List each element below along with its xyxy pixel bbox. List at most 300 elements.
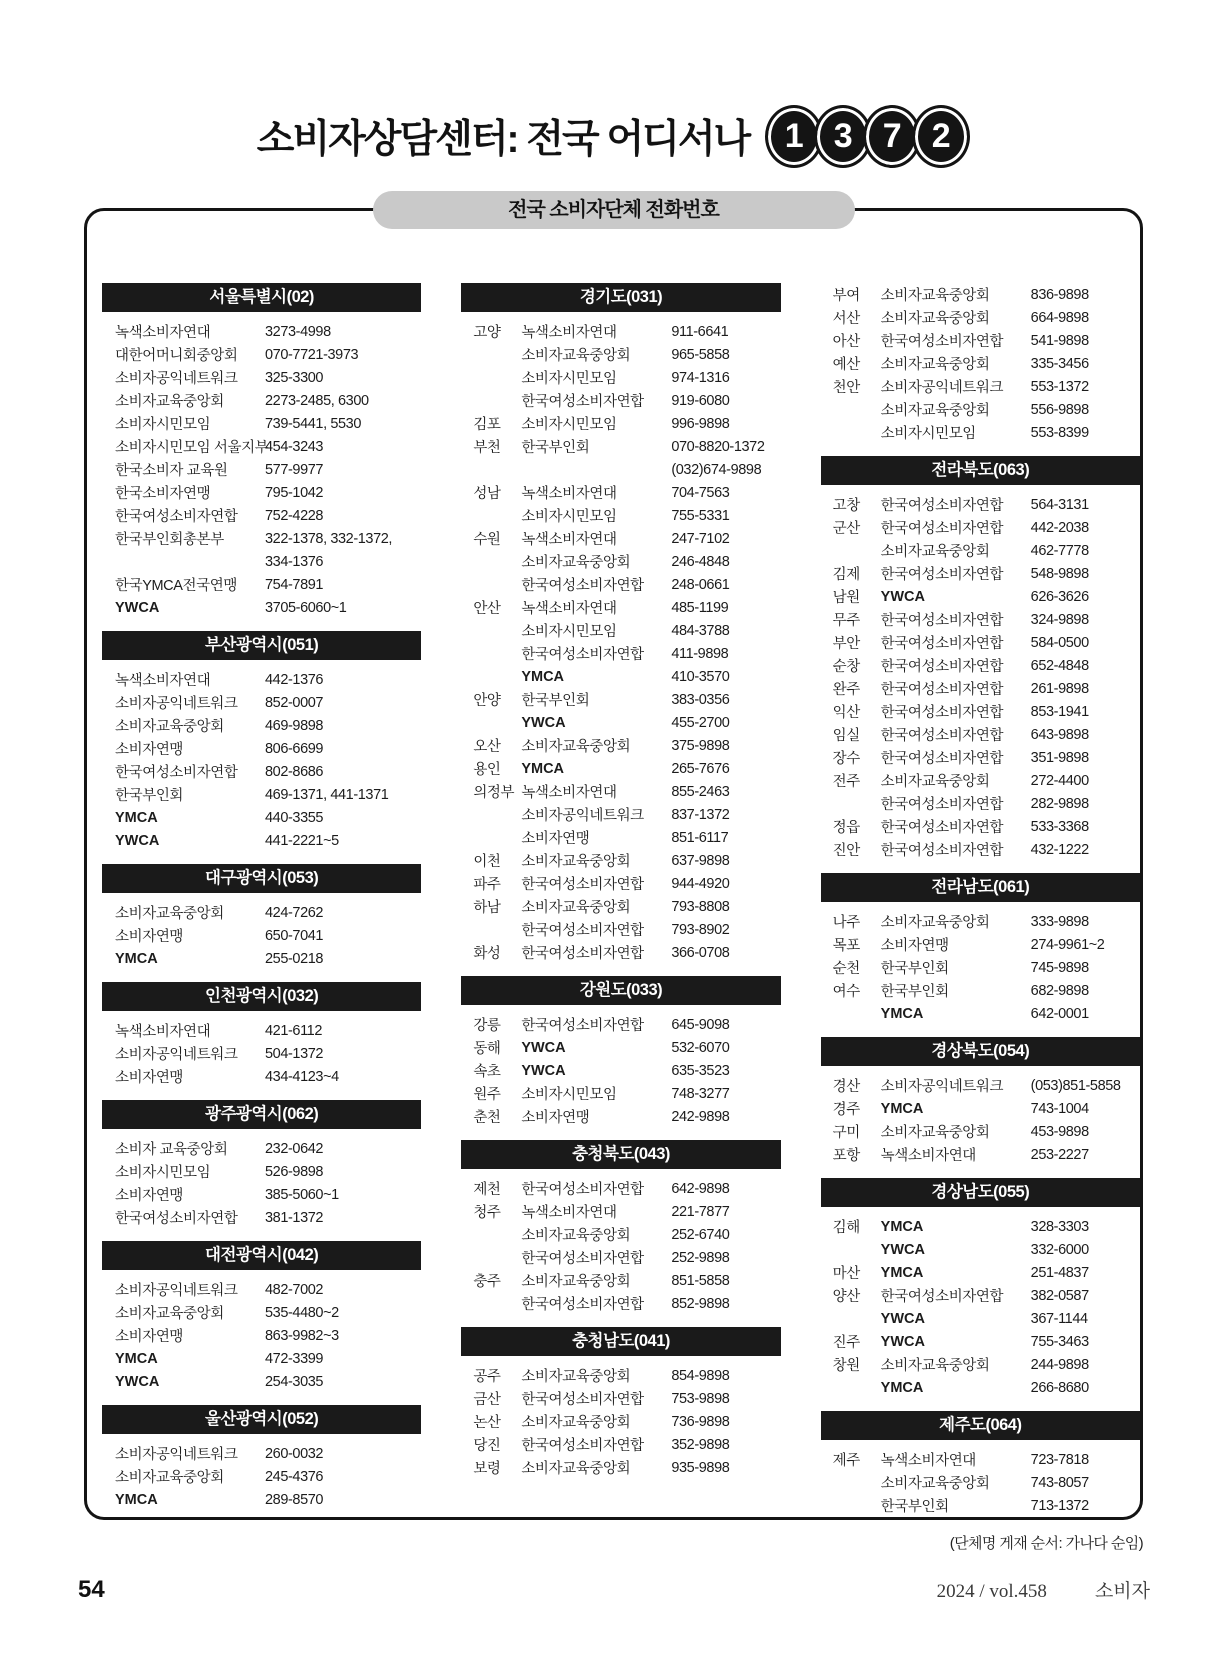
- org-name: 한국여성소비자연합: [115, 509, 238, 525]
- phone-number: 289-8570: [265, 1491, 324, 1508]
- magazine-name: 소비자: [1094, 1581, 1150, 1602]
- directory-box: [84, 199, 1143, 1520]
- phone-number: 421-6112: [265, 1022, 323, 1039]
- section-header: 울산광역시(052): [102, 1405, 421, 1434]
- directory-row: [102, 924, 421, 947]
- org-name: 한국부인회: [880, 961, 949, 977]
- phone-number: 472-3399: [265, 1350, 324, 1367]
- org-name: YMCA: [880, 1218, 924, 1235]
- org-name: 소비자시민모임: [115, 417, 211, 433]
- org-name: YMCA: [880, 1379, 924, 1396]
- phone-number: 335-3456: [1030, 355, 1089, 372]
- city-label: 용인: [473, 762, 501, 778]
- directory-row: [821, 329, 1140, 352]
- org-name: 소비자시민모임: [521, 1087, 617, 1103]
- city-label: 정읍: [832, 820, 860, 836]
- org-name: 한국YMCA전국연맹: [115, 578, 237, 594]
- directory-row: [461, 688, 780, 711]
- phone-number: 432-1222: [1030, 841, 1089, 858]
- city-label: 양산: [832, 1289, 860, 1305]
- phone-number: 261-9898: [1030, 680, 1089, 697]
- org-name: 소비자시민모임: [521, 624, 617, 640]
- phone-number: 626-3626: [1030, 588, 1089, 605]
- city-label: 동해: [473, 1041, 501, 1057]
- org-name: 소비자공익네트워크: [115, 371, 238, 387]
- city-label: 금산: [473, 1392, 501, 1408]
- phone-number: 944-4920: [671, 875, 730, 892]
- phone-number: 381-1372: [265, 1209, 324, 1226]
- org-name: 한국여성소비자연합: [115, 765, 238, 781]
- phone-number: 245-4376: [265, 1468, 324, 1485]
- phone-number: 328-3303: [1030, 1218, 1089, 1235]
- directory-row: [102, 1347, 421, 1370]
- section-header: 충청북도(043): [461, 1140, 780, 1169]
- directory-row: [821, 1494, 1140, 1517]
- city-label: 안산: [473, 601, 501, 617]
- directory-row: [461, 803, 780, 826]
- directory-row: [461, 711, 780, 734]
- directory-row: [102, 1442, 421, 1465]
- directory-row: [461, 320, 780, 343]
- directory-row: [821, 1448, 1140, 1471]
- city-label: 화성: [473, 946, 501, 962]
- city-label: 수원: [473, 532, 501, 548]
- org-name: 소비자교육중앙회: [880, 1125, 990, 1141]
- phone-number: 682-9898: [1030, 982, 1089, 999]
- phone-number: 221-7877: [671, 1203, 730, 1220]
- city-label: 아산: [832, 334, 860, 350]
- directory-row: [102, 1301, 421, 1324]
- directory-row: [461, 596, 780, 619]
- directory-row: [461, 619, 780, 642]
- directory-row: [102, 1042, 421, 1065]
- directory-row: [102, 714, 421, 737]
- directory-column-2: [461, 283, 780, 1517]
- org-name: 한국여성소비자연합: [521, 1182, 644, 1198]
- phone-number: 441-2221~5: [265, 832, 339, 849]
- masthead: [0, 82, 1227, 190]
- directory-row: [461, 1269, 780, 1292]
- city-label: 경주: [832, 1102, 860, 1118]
- phone-number: 265-7676: [671, 760, 730, 777]
- city-label: 장수: [832, 751, 860, 767]
- org-name: 소비자교육중앙회: [521, 555, 631, 571]
- directory-row: [102, 481, 421, 504]
- org-name: 소비자교육중앙회: [521, 854, 631, 870]
- org-name: YMCA: [115, 809, 158, 826]
- directory-row: [102, 435, 421, 458]
- directory-row: [461, 1013, 780, 1036]
- phone-number: 635-3523: [671, 1062, 730, 1079]
- org-name: YWCA: [521, 1062, 566, 1079]
- phone-number: 469-9898: [265, 717, 324, 734]
- phone-number: 382-0587: [1030, 1287, 1089, 1304]
- org-name: 한국소비자 교육원: [115, 463, 228, 479]
- org-name: 소비자교육중앙회: [880, 357, 990, 373]
- city-label: 당진: [473, 1438, 501, 1454]
- org-name: 한국부인회: [115, 788, 184, 804]
- phone-number: 274-9961~2: [1030, 936, 1105, 953]
- org-name: YWCA: [880, 1241, 925, 1258]
- directory-row: [461, 573, 780, 596]
- directory-row: [821, 792, 1140, 815]
- phone-number: 935-9898: [671, 1459, 730, 1476]
- org-name: 녹색소비자연대: [880, 1453, 976, 1469]
- order-footnote: (단체명 게재 순서: 가나다 순임): [949, 1535, 1143, 1552]
- city-label: 파주: [473, 877, 501, 893]
- phone-number: 333-9898: [1030, 913, 1089, 930]
- section-header: 서울특별시(02): [102, 283, 421, 312]
- phone-number: 853-1941: [1030, 703, 1089, 720]
- phone-number: 462-7778: [1030, 542, 1089, 559]
- directory-row: [461, 826, 780, 849]
- org-name: 소비자교육중앙회: [521, 900, 631, 916]
- phone-number: 410-3570: [671, 668, 730, 685]
- issue-info: 2024 / vol.458: [936, 1581, 1047, 1602]
- city-label: 여수: [832, 984, 860, 1000]
- phone-number: 272-4400: [1030, 772, 1089, 789]
- phone-number: 919-6080: [671, 392, 730, 409]
- city-label: 고창: [832, 498, 860, 514]
- org-name: 한국여성소비자연합: [521, 647, 644, 663]
- org-name: 소비자시민모임: [521, 371, 617, 387]
- phone-number: 469-1371, 441-1371: [265, 786, 389, 803]
- org-name: 소비자교육중앙회: [521, 348, 631, 364]
- directory-row: [102, 829, 421, 852]
- org-name: 소비자교육중앙회: [521, 739, 631, 755]
- hotline-1372-badge: [765, 105, 970, 168]
- phone-number: 434-4123~4: [265, 1068, 339, 1085]
- directory-title-pill: 전국 소비자단체 전화번호: [373, 191, 855, 229]
- city-label: 청주: [473, 1205, 501, 1221]
- section-header: 전라남도(061): [821, 873, 1140, 902]
- org-name: 한국여성소비자연합: [880, 521, 1004, 537]
- org-name: 한국여성소비자연합: [521, 1297, 644, 1313]
- org-name: YWCA: [115, 1373, 160, 1390]
- directory-row: [461, 665, 780, 688]
- phone-number: 837-1372: [671, 806, 730, 823]
- phone-number: 244-9898: [1030, 1356, 1089, 1373]
- org-name: 소비자연맹: [521, 831, 590, 847]
- directory-row: [102, 691, 421, 714]
- org-name: 한국부인회총본부: [115, 532, 224, 548]
- org-name: 소비자교육중앙회: [880, 774, 990, 790]
- directory-row: [461, 918, 780, 941]
- directory-row: [821, 1471, 1140, 1494]
- directory-row: [821, 723, 1140, 746]
- section-header: 부산광역시(051): [102, 631, 421, 660]
- directory-row: [461, 1456, 780, 1479]
- org-name: 녹색소비자연대: [521, 1205, 617, 1221]
- org-name: YWCA: [880, 588, 925, 605]
- directory-row: [821, 516, 1140, 539]
- directory-row: [461, 1177, 780, 1200]
- phone-number: 743-8057: [1030, 1474, 1089, 1491]
- phone-number: 754-7891: [265, 576, 324, 593]
- org-name: 한국여성소비자연합: [880, 1289, 1004, 1305]
- phone-number: 650-7041: [265, 927, 324, 944]
- city-label: 성남: [473, 486, 501, 502]
- directory-row: [461, 412, 780, 435]
- phone-number: 541-9898: [1030, 332, 1089, 349]
- section-header: 경상남도(055): [821, 1178, 1140, 1207]
- directory-row: [102, 737, 421, 760]
- org-name: 소비자교육중앙회: [115, 719, 224, 735]
- section-header: 전라북도(063): [821, 456, 1140, 485]
- phone-number: 637-9898: [671, 852, 730, 869]
- org-name: 소비자연맹: [115, 929, 184, 945]
- section-header: 대구광역시(053): [102, 864, 421, 893]
- phone-number: 533-3368: [1030, 818, 1089, 835]
- directory-row: [102, 527, 421, 550]
- phone-number: 2273-2485, 6300: [265, 392, 369, 409]
- phone-number: 442-2038: [1030, 519, 1089, 536]
- org-name: 한국소비자연맹: [115, 486, 211, 502]
- directory-row: [461, 343, 780, 366]
- phone-number: 504-1372: [265, 1045, 324, 1062]
- org-name: 소비자교육중앙회: [521, 1415, 631, 1431]
- phone-number: 251-4837: [1030, 1264, 1089, 1281]
- org-name: 소비자시민모임 서울지부: [115, 440, 269, 456]
- city-label: 충주: [473, 1274, 501, 1290]
- phone-number: 351-9898: [1030, 749, 1089, 766]
- phone-number: 070-7721-3973: [265, 346, 359, 363]
- city-label: 마산: [832, 1266, 860, 1282]
- directory-row: [461, 1387, 780, 1410]
- org-name: 소비자교육중앙회: [880, 1358, 990, 1374]
- org-name: 소비자공익네트워크: [521, 808, 644, 824]
- directory-row: [821, 631, 1140, 654]
- directory-row: [821, 838, 1140, 861]
- phone-number: 282-9898: [1030, 795, 1089, 812]
- directory-row: [102, 901, 421, 924]
- org-name: 한국부인회: [880, 1499, 949, 1515]
- phone-number: 851-5858: [671, 1272, 730, 1289]
- phone-number: 535-4480~2: [265, 1304, 339, 1321]
- phone-number: 553-1372: [1030, 378, 1089, 395]
- directory-column-3: [821, 283, 1140, 1517]
- directory-row: [102, 550, 421, 573]
- org-name: 소비자연맹: [115, 742, 184, 758]
- org-name: 소비자시민모임: [880, 426, 976, 442]
- org-name: 소비자교육중앙회: [115, 906, 224, 922]
- phone-number: 793-8902: [671, 921, 730, 938]
- phone-number: 965-5858: [671, 346, 730, 363]
- org-name: 소비자교육중앙회: [115, 1470, 224, 1486]
- org-name: 녹색소비자연대: [521, 325, 617, 341]
- org-name: YWCA: [521, 714, 566, 731]
- directory-row: [461, 849, 780, 872]
- directory-row: [461, 1105, 780, 1128]
- directory-row: [102, 573, 421, 596]
- phone-number: 253-2227: [1030, 1146, 1089, 1163]
- org-name: YWCA: [115, 832, 160, 849]
- directory-row: [461, 458, 780, 481]
- directory-row: [821, 1307, 1140, 1330]
- directory-row: [102, 504, 421, 527]
- phone-number: 795-1042: [265, 484, 324, 501]
- directory-row: [821, 746, 1140, 769]
- directory-row: [461, 435, 780, 458]
- org-name: 소비자공익네트워크: [115, 696, 238, 712]
- org-name: 소비자시민모임: [521, 509, 617, 525]
- phone-number: 367-1144: [1030, 1310, 1088, 1327]
- phone-number: 548-9898: [1030, 565, 1089, 582]
- phone-number: 260-0032: [265, 1445, 324, 1462]
- org-name: 한국여성소비자연합: [880, 820, 1004, 836]
- phone-number: 642-9898: [671, 1180, 730, 1197]
- directory-row: [821, 1353, 1140, 1376]
- phone-number: 482-7002: [265, 1281, 324, 1298]
- page-number: 54: [78, 1576, 105, 1603]
- phone-number: 252-6740: [671, 1226, 730, 1243]
- phone-number: 532-6070: [671, 1039, 730, 1056]
- directory-row: [102, 783, 421, 806]
- org-name: 녹색소비자연대: [521, 785, 617, 801]
- phone-number: 739-5441, 5530: [265, 415, 361, 432]
- phone-number: 556-9898: [1030, 401, 1089, 418]
- org-name: YMCA: [115, 1491, 158, 1508]
- phone-number: 713-1372: [1030, 1497, 1089, 1514]
- org-name: 녹색소비자연대: [115, 325, 211, 341]
- city-label: 보령: [473, 1461, 501, 1477]
- issue-group: [937, 1576, 1150, 1603]
- phone-number: 645-9098: [671, 1016, 730, 1033]
- directory-row: [821, 933, 1140, 956]
- page-footer: [78, 1576, 1150, 1604]
- phone-number: 385-5060~1: [265, 1186, 339, 1203]
- phone-number: 352-9898: [671, 1436, 730, 1453]
- phone-number: 564-3131: [1030, 496, 1089, 513]
- org-name: 한국여성소비자연합: [880, 728, 1004, 744]
- directory-row: [102, 389, 421, 412]
- directory-row: [821, 562, 1140, 585]
- org-name: 소비자시민모임: [115, 1165, 211, 1181]
- section-header: 강원도(033): [461, 976, 780, 1005]
- directory-row: [821, 1238, 1140, 1261]
- city-label: 서산: [832, 311, 860, 327]
- phone-number: 411-9898: [671, 645, 729, 662]
- phone-number: 3273-4998: [265, 323, 331, 340]
- badge-digit: 7: [863, 105, 921, 168]
- phone-number: 652-4848: [1030, 657, 1089, 674]
- org-name: 녹색소비자연대: [521, 532, 617, 548]
- badge-digit: 1: [765, 105, 823, 168]
- phone-number: 248-0661: [671, 576, 730, 593]
- directory-row: [821, 1002, 1140, 1025]
- phone-number: 484-3788: [671, 622, 730, 639]
- directory-row: [102, 1488, 421, 1511]
- directory-row: [821, 539, 1140, 562]
- directory-row: [821, 910, 1140, 933]
- directory-row: [821, 1074, 1140, 1097]
- directory-row: [461, 1200, 780, 1223]
- city-label: 제천: [473, 1182, 501, 1198]
- org-name: 한국여성소비자연합: [880, 498, 1004, 514]
- org-name: 녹색소비자연대: [521, 486, 617, 502]
- directory-row: [102, 668, 421, 691]
- directory-row: [821, 654, 1140, 677]
- directory-row: [102, 1206, 421, 1229]
- org-name: YWCA: [115, 599, 160, 616]
- directory-row: [821, 493, 1140, 516]
- directory-row: [461, 757, 780, 780]
- phone-number: 325-3300: [265, 369, 324, 386]
- directory-row: [821, 1284, 1140, 1307]
- section-header: 제주도(064): [821, 1411, 1140, 1440]
- directory-row: [102, 458, 421, 481]
- city-label: 김해: [832, 1220, 860, 1236]
- directory-row: [102, 412, 421, 435]
- phone-number: 745-9898: [1030, 959, 1089, 976]
- directory-row: [461, 642, 780, 665]
- directory-row: [102, 1019, 421, 1042]
- directory-row: [821, 979, 1140, 1002]
- phone-number: (032)674-9898: [671, 461, 762, 478]
- phone-number: 553-8399: [1030, 424, 1089, 441]
- phone-number: 854-9898: [671, 1367, 730, 1384]
- org-name: YMCA: [880, 1264, 924, 1281]
- phone-number: 366-0708: [671, 944, 730, 961]
- org-name: 녹색소비자연대: [115, 1024, 211, 1040]
- directory-row: [821, 306, 1140, 329]
- city-label: 순창: [832, 659, 860, 675]
- org-name: YMCA: [115, 950, 158, 967]
- org-name: YMCA: [115, 1350, 158, 1367]
- city-label: 군산: [832, 521, 860, 537]
- phone-number: 793-8808: [671, 898, 730, 915]
- directory-row: [461, 1036, 780, 1059]
- directory-row: [821, 585, 1140, 608]
- phone-number: 643-9898: [1030, 726, 1089, 743]
- directory-row: [821, 398, 1140, 421]
- org-name: 소비자교육중앙회: [880, 403, 990, 419]
- phone-number: 255-0218: [265, 950, 324, 967]
- directory-row: [102, 1183, 421, 1206]
- directory-row: [102, 806, 421, 829]
- phone-number: 752-4228: [265, 507, 324, 524]
- directory-row: [102, 1137, 421, 1160]
- directory-row: [461, 527, 780, 550]
- directory-column-1: [102, 283, 421, 1517]
- org-name: 소비자연맹: [115, 1070, 184, 1086]
- phone-number: 440-3355: [265, 809, 324, 826]
- city-label: 경산: [832, 1079, 860, 1095]
- org-name: 녹색소비자연대: [115, 673, 211, 689]
- phone-number: 247-7102: [671, 530, 730, 547]
- city-label: 논산: [473, 1415, 501, 1431]
- directory-row: [461, 1246, 780, 1269]
- phone-number: 383-0356: [671, 691, 730, 708]
- directory-row: [821, 375, 1140, 398]
- phone-number: 252-9898: [671, 1249, 730, 1266]
- org-name: 소비자연맹: [115, 1188, 184, 1204]
- directory-row: [102, 366, 421, 389]
- city-label: 고양: [473, 325, 501, 341]
- phone-number: 911-6641: [671, 323, 729, 340]
- phone-number: 3705-6060~1: [265, 599, 347, 616]
- phone-number: 322-1378, 332-1372,: [265, 530, 393, 547]
- org-name: YMCA: [880, 1100, 924, 1117]
- org-name: 한국여성소비자연합: [880, 797, 1004, 813]
- phone-number: 852-9898: [671, 1295, 730, 1312]
- city-label: 원주: [473, 1087, 501, 1103]
- city-label: 안양: [473, 693, 501, 709]
- directory-row: [461, 481, 780, 504]
- phone-number: 485-1199: [671, 599, 729, 616]
- directory-row: [102, 1160, 421, 1183]
- org-name: 한국여성소비자연합: [521, 1251, 644, 1267]
